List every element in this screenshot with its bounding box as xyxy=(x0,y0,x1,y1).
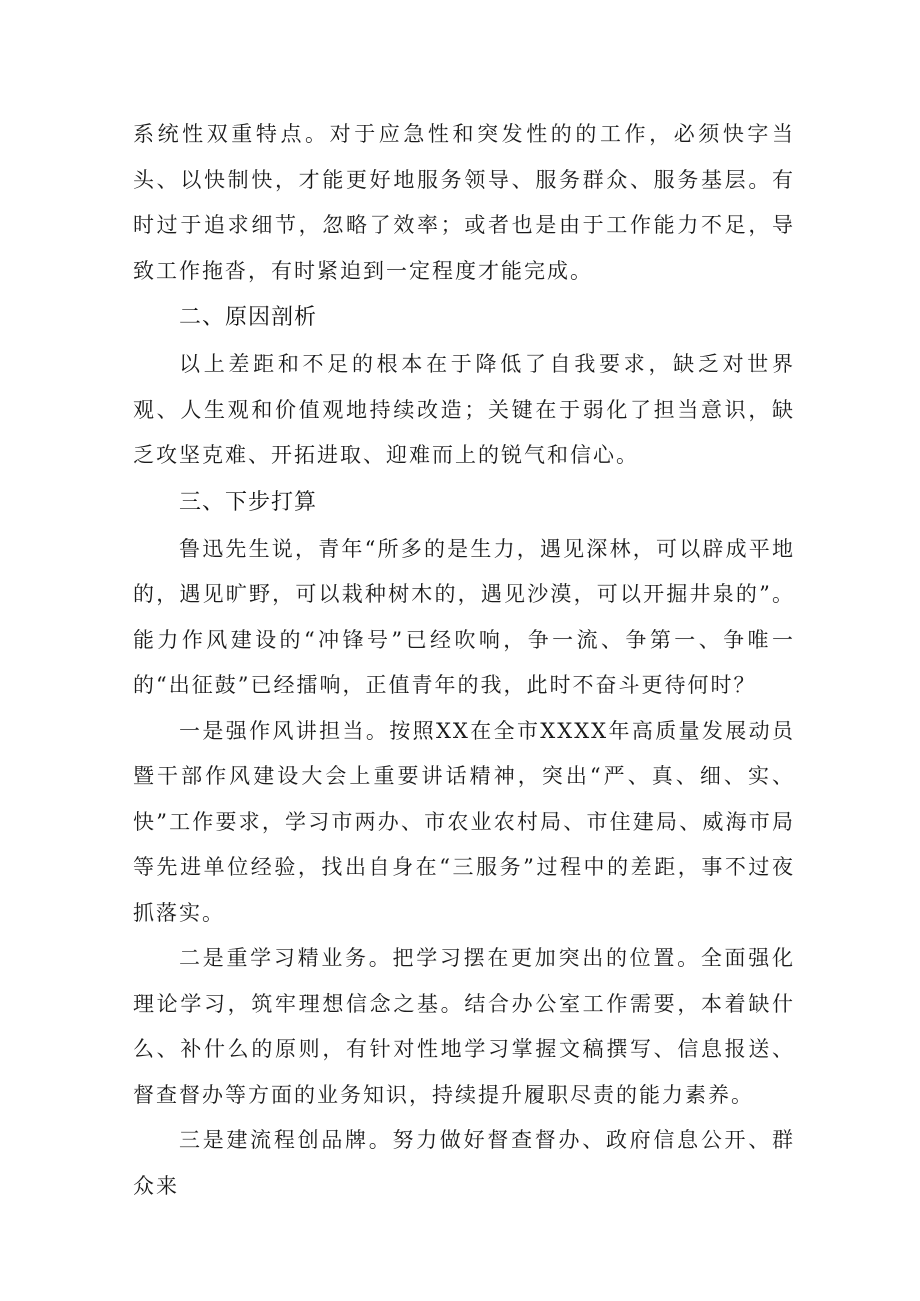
paragraph-plan-process: 三是建流程创品牌。努力做好督查督办、政府信息公开、群众来 xyxy=(133,1128,795,1198)
paragraph-luxun-quote: 鲁迅先生说，青年“所多的是生力，遇见深林，可以辟成平地的，遇见旷野，可以栽种树木的，遇见沙漠，可以开掘井泉的”。能力作风建设的“冲锋号”已经吹响，争一流、争第一、争唯一的“出征鼓”已经擂响，正值青年的我，此时不奋斗更待何时？ xyxy=(133,536,795,697)
section-heading-cause-analysis: 二、原因剖析 xyxy=(179,305,318,330)
paragraph-plan-study: 二是重学习精业务。把学习摆在更加突出的位置。全面强化理论学习，筑牢理想信念之基。结合办公室工作需要，本着缺什么、补什么的原则，有针对性地学习掌握文稿撰写、信息报送、督查督办等方面的业务知识，持续提升履职尽责的能力素养。 xyxy=(133,946,795,1107)
paragraph-cause-analysis: 以上差距和不足的根本在于降低了自我要求，缺乏对世界观、人生观和价值观地持续改造；关键在于弱化了担当意识，缺乏攻坚克难、开拓进取、迎难而上的锐气和信心。 xyxy=(133,352,795,467)
document-body xyxy=(133,112,795,1209)
paragraph-plan-style: 一是强作风讲担当。按照XX在全市XXXX年高质量发展动员暨干部作风建设大会上重要讲话精神，突出“严、真、细、实、快”工作要求，学习市两办、市农业农村局、市住建局、威海市局等先进单位经验，找出自身在“三服务”过程中的差距，事不过夜抓落实。 xyxy=(133,718,795,925)
paragraph-continuation: 系统性双重特点。对于应急性和突发性的的工作，必须快字当头、以快制快，才能更好地服务领导、服务群众、服务基层。有时过于追求细节，忽略了效率；或者也是由于工作能力不足，导致工作拖沓，有时紧迫到一定程度才能完成。 xyxy=(133,122,795,283)
section-heading-next-steps: 三、下步打算 xyxy=(179,489,318,515)
